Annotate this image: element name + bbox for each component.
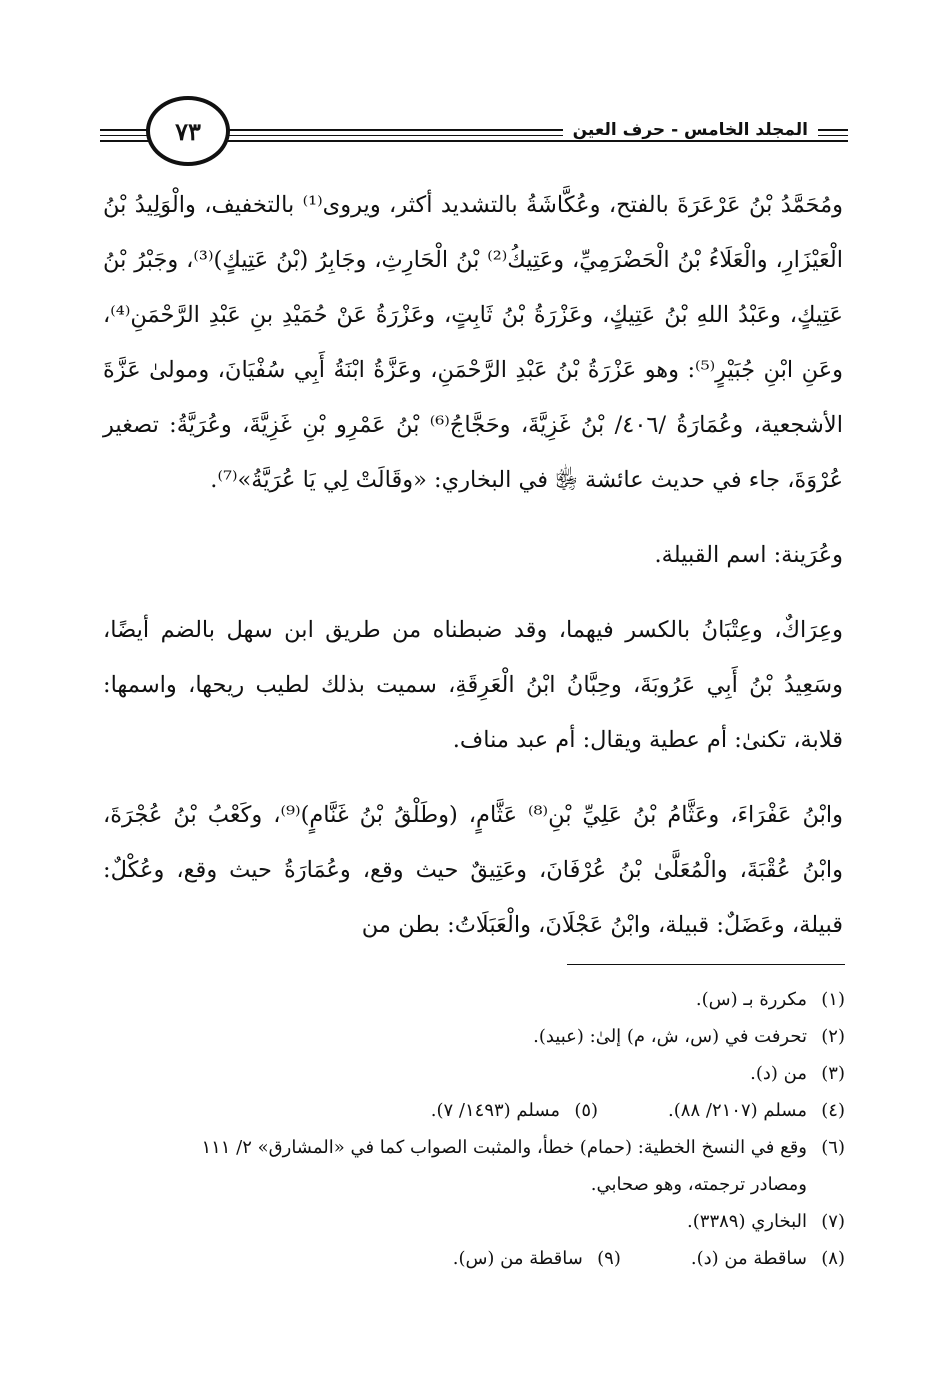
footnote-number: (٨) <box>821 1248 845 1269</box>
footnote-item <box>103 981 845 1018</box>
footnote-number: (٣) <box>821 1063 845 1084</box>
main-text <box>103 178 843 973</box>
footnote-text: مكررة بـ (س). <box>695 989 807 1010</box>
footnote-item <box>103 1129 845 1166</box>
footnote-item <box>691 1240 845 1277</box>
paragraph: وابْنُ عَفْرَاءَ، وعَثَّامُ بْنُ عَلِيِّ بْنِ⁽⁸⁾ عَثَّامٍ، (وطَلْقُ بْنُ غَنَّامٍ)⁽⁹⁾، وكَعْبُ بْنُ عُجْرَةَ، وابْنُ عُقْبَةَ، والْمُعَلَّىٰ بْنُ عُرْفَانَ، وعَتِيقٌ حيث وقع، وعُمَارَةُ حيث وقع، وعُكْلٌ: قبيلة، وعَضَلٌ: قبيلة، وابْنُ عَجْلَانَ، والْعَبَلَاتُ: بطن من <box>103 802 843 938</box>
footnote-number: (٤) <box>821 1100 845 1121</box>
footnote-item <box>103 1018 845 1055</box>
footnote-item <box>103 1055 845 1092</box>
footnote-text: وقع في النسخ الخطية: (حمام) خطأ، والمثبت الصواب كما في «المشارق» ٢/ ١١١ <box>201 1137 807 1158</box>
footnote-text: البخاري (٣٣٨٩). <box>687 1211 807 1232</box>
footnote-number: (١) <box>821 989 845 1010</box>
footnote-continuation: ومصادر ترجمته، وهو صحابي. <box>590 1174 807 1195</box>
paragraph: وعِرَاكٌ، وعِتْبَانُ بالكسر فيهما، وقد ضبطناه من طريق ابن سهل بالضم أيضًا، وسَعِيدُ بْنُ أَبِي عَرُوبَةَ، وحِبَّانُ ابْنُ الْعَرِقَةِ، سميت بذلك لطيب ريحها، واسمها: قلابة، تكنىٰ: أم عطية ويقال: أم عبد مناف. <box>103 617 843 753</box>
footnote-text: مسلم (٢١٠٧/ ٨٨). <box>668 1100 807 1121</box>
footnote-row <box>103 1092 845 1129</box>
paragraph: وعُرَينة: اسم القبيلة. <box>654 542 843 568</box>
footnote-item <box>103 1203 845 1240</box>
footnote-text: ساقطة من (س). <box>452 1248 583 1269</box>
footnote-number: (٢) <box>821 1026 845 1047</box>
footnote-separator <box>567 964 845 965</box>
footnote-item <box>431 1092 598 1129</box>
footnote-text: من (د). <box>750 1063 807 1084</box>
page-number: ٧٣ <box>146 96 230 166</box>
footnote-item <box>453 1240 621 1277</box>
footnote-number: (٥) <box>574 1100 599 1121</box>
page-header <box>100 92 848 172</box>
paragraph: ومُحَمَّدُ بْنُ عَرْعَرَةَ بالفتح، وعُكَّاشَةُ بالتشديد أكثر، ويروى⁽¹⁾ بالتخفيف، والْوَلِيدُ بْنُ الْعَيْزَارِ، والْعَلَاءُ بْنُ الْحَضْرَمِيِّ، وعَتِيكُ⁽²⁾ بْنُ الْحَارِثِ، وجَابِرُ (بْنُ عَتِيكٍ)⁽³⁾، وجَبْرُ بْنُ عَتِيكٍ، وعَبْدُ اللهِ بْنُ عَتِيكٍ، وعَزْرَةُ بْنُ ثَابِتٍ، وعَزْرَةُ عَنْ حُمَيْدِ بنِ عَبْدِ الرَّحْمَنِ⁽⁴⁾، وعَنِ ابْنِ جُبَيْرٍ⁽⁵⁾: وهو عَزْرَةُ بْنُ عَبْدِ الرَّحْمَنِ، وعَزَّةُ ابْنَةُ أَبِي سُفْيَانَ، ومولىٰ عَزَّةَ الأشجعية، وعُمَارَةُ /٤٠٦/ بْنُ غَزِيَّةَ، وحَجَّاجُ⁽⁶⁾ بْنُ عَمْرِو بْنِ غَزِيَّةَ، وعُرَيَّةُ: تصغير عُرْوَةَ، جاء في حديث عائشة ﵂ في البخاري: «وقَالَتْ لِي يَا عُرَيَّةُ»⁽⁷⁾. <box>103 192 844 493</box>
footnote-text: ساقطة من (د). <box>690 1248 807 1269</box>
running-title: المجلد الخامس - حرف العين <box>563 120 818 140</box>
footnote-number: (٧) <box>821 1211 845 1232</box>
footnotes <box>103 981 845 1277</box>
footnote-number: (٩) <box>597 1248 621 1269</box>
footnote-row <box>103 1240 845 1277</box>
footnote-item <box>668 1092 845 1129</box>
footnote-text: مسلم (١٤٩٣/ ٧). <box>430 1100 561 1121</box>
header-rule <box>200 140 848 142</box>
footnote-text: تحرفت في (س، ش، م) إلىٰ: (عبيد). <box>533 1026 807 1047</box>
footnote-number: (٦) <box>821 1137 845 1158</box>
